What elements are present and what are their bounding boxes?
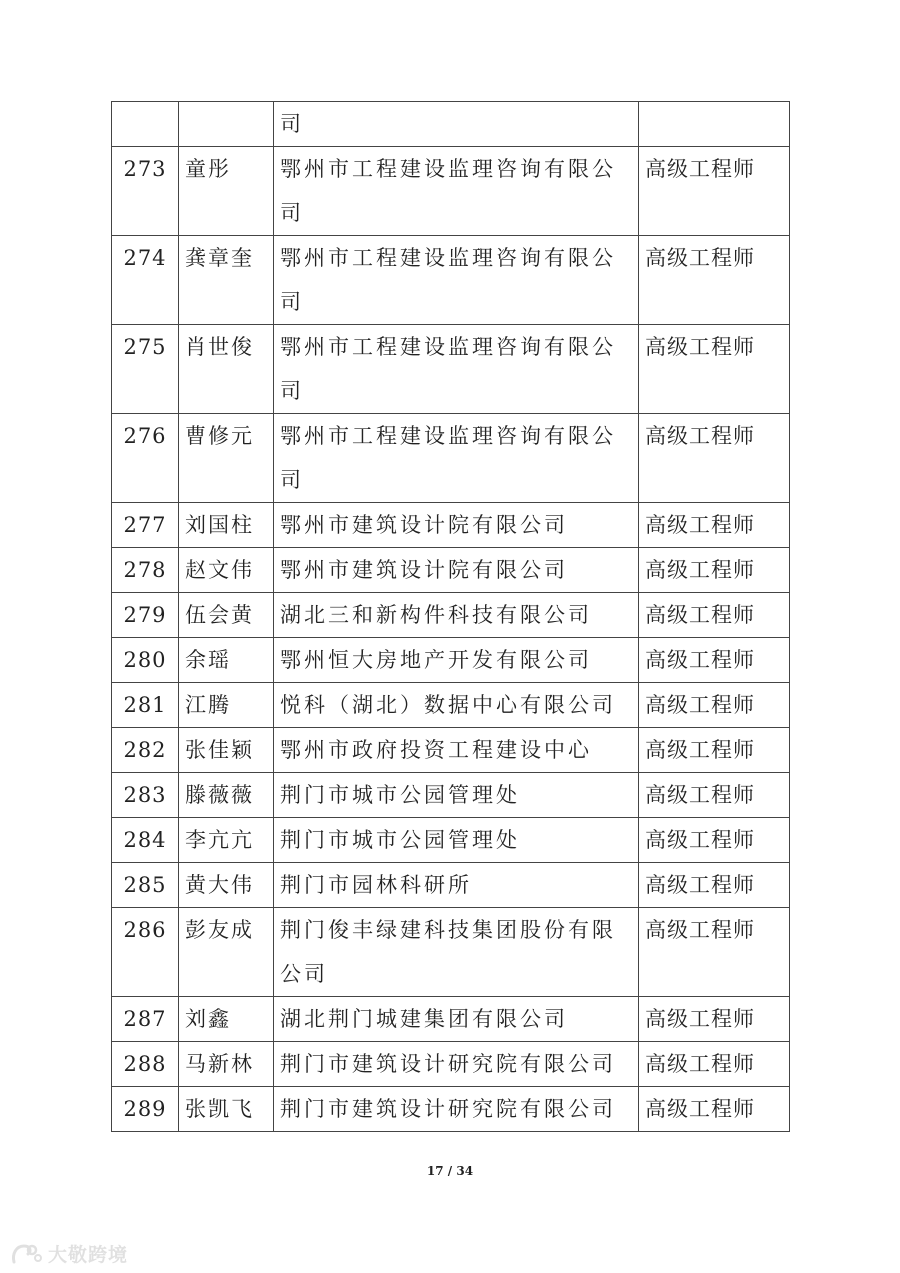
name-cell: 江腾 — [179, 683, 274, 728]
title-cell: 高级工程师 — [639, 236, 790, 325]
company-cell: 荆门市城市公园管理处 — [274, 818, 639, 863]
name-cell: 李亢亢 — [179, 818, 274, 863]
page-number: 17 / 34 — [426, 1164, 474, 1178]
title-cell — [639, 102, 790, 147]
title-cell: 高级工程师 — [639, 638, 790, 683]
row-number-cell: 275 — [112, 325, 179, 414]
title-cell: 高级工程师 — [639, 773, 790, 818]
title-cell: 高级工程师 — [639, 818, 790, 863]
name-cell: 肖世俊 — [179, 325, 274, 414]
personnel-table — [111, 101, 790, 1132]
table-row — [112, 593, 790, 638]
title-cell: 高级工程师 — [639, 414, 790, 503]
table-row — [112, 1042, 790, 1087]
company-cell: 鄂州市建筑设计院有限公司 — [274, 503, 639, 548]
name-cell: 彭友成 — [179, 908, 274, 997]
title-cell: 高级工程师 — [639, 593, 790, 638]
company-cell: 鄂州市工程建设监理咨询有限公司 — [274, 325, 639, 414]
company-cell: 鄂州市建筑设计院有限公司 — [274, 548, 639, 593]
title-cell: 高级工程师 — [639, 1042, 790, 1087]
row-number-cell: 281 — [112, 683, 179, 728]
title-cell: 高级工程师 — [639, 683, 790, 728]
name-cell: 伍会黄 — [179, 593, 274, 638]
row-number-cell: 278 — [112, 548, 179, 593]
table-row — [112, 908, 790, 997]
name-cell: 张佳颖 — [179, 728, 274, 773]
company-cell: 荆门俊丰绿建科技集团股份有限公司 — [274, 908, 639, 997]
table-body — [112, 102, 790, 1132]
name-cell: 刘鑫 — [179, 997, 274, 1042]
watermark-text: 大敬跨境 — [48, 1244, 129, 1266]
table-row — [112, 773, 790, 818]
title-cell: 高级工程师 — [639, 728, 790, 773]
company-cell: 湖北荆门城建集团有限公司 — [274, 997, 639, 1042]
row-number-cell: 277 — [112, 503, 179, 548]
row-number-cell: 283 — [112, 773, 179, 818]
name-cell: 余瑶 — [179, 638, 274, 683]
row-number-cell: 280 — [112, 638, 179, 683]
title-cell: 高级工程师 — [639, 1087, 790, 1132]
row-number-cell: 287 — [112, 997, 179, 1042]
company-cell: 荆门市园林科研所 — [274, 863, 639, 908]
table-row — [112, 548, 790, 593]
table-row — [112, 236, 790, 325]
table-row — [112, 818, 790, 863]
row-number-cell: 284 — [112, 818, 179, 863]
title-cell: 高级工程师 — [639, 147, 790, 236]
brand-logo-icon — [10, 1242, 42, 1266]
row-number-cell: 286 — [112, 908, 179, 997]
row-number-cell: 273 — [112, 147, 179, 236]
table-row — [112, 997, 790, 1042]
name-cell: 龚章奎 — [179, 236, 274, 325]
table-row — [112, 503, 790, 548]
company-cell: 荆门市城市公园管理处 — [274, 773, 639, 818]
table-row — [112, 728, 790, 773]
company-cell: 湖北三和新构件科技有限公司 — [274, 593, 639, 638]
table-row — [112, 638, 790, 683]
name-cell — [179, 102, 274, 147]
name-cell: 童彤 — [179, 147, 274, 236]
table-row — [112, 863, 790, 908]
table-row — [112, 1087, 790, 1132]
row-number-cell: 288 — [112, 1042, 179, 1087]
title-cell: 高级工程师 — [639, 548, 790, 593]
name-cell: 刘国柱 — [179, 503, 274, 548]
company-cell: 鄂州市政府投资工程建设中心 — [274, 728, 639, 773]
company-cell: 鄂州市工程建设监理咨询有限公司 — [274, 236, 639, 325]
watermark — [10, 1240, 128, 1267]
title-cell: 高级工程师 — [639, 325, 790, 414]
row-number-cell: 274 — [112, 236, 179, 325]
title-cell: 高级工程师 — [639, 908, 790, 997]
title-cell: 高级工程师 — [639, 863, 790, 908]
name-cell: 赵文伟 — [179, 548, 274, 593]
table-row — [112, 325, 790, 414]
table-row — [112, 102, 790, 147]
name-cell: 黄大伟 — [179, 863, 274, 908]
row-number-cell — [112, 102, 179, 147]
name-cell: 马新林 — [179, 1042, 274, 1087]
name-cell: 曹修元 — [179, 414, 274, 503]
name-cell: 滕薇薇 — [179, 773, 274, 818]
company-cell: 鄂州市工程建设监理咨询有限公司 — [274, 414, 639, 503]
row-number-cell: 282 — [112, 728, 179, 773]
table-row — [112, 683, 790, 728]
company-cell: 悦科（湖北）数据中心有限公司 — [274, 683, 639, 728]
company-cell: 荆门市建筑设计研究院有限公司 — [274, 1087, 639, 1132]
row-number-cell: 279 — [112, 593, 179, 638]
table-row — [112, 414, 790, 503]
row-number-cell: 285 — [112, 863, 179, 908]
title-cell: 高级工程师 — [639, 997, 790, 1042]
table-row — [112, 147, 790, 236]
row-number-cell: 276 — [112, 414, 179, 503]
company-cell: 鄂州市工程建设监理咨询有限公司 — [274, 147, 639, 236]
company-cell: 鄂州恒大房地产开发有限公司 — [274, 638, 639, 683]
company-cell: 司 — [274, 102, 639, 147]
row-number-cell: 289 — [112, 1087, 179, 1132]
company-cell: 荆门市建筑设计研究院有限公司 — [274, 1042, 639, 1087]
title-cell: 高级工程师 — [639, 503, 790, 548]
name-cell: 张凯飞 — [179, 1087, 274, 1132]
